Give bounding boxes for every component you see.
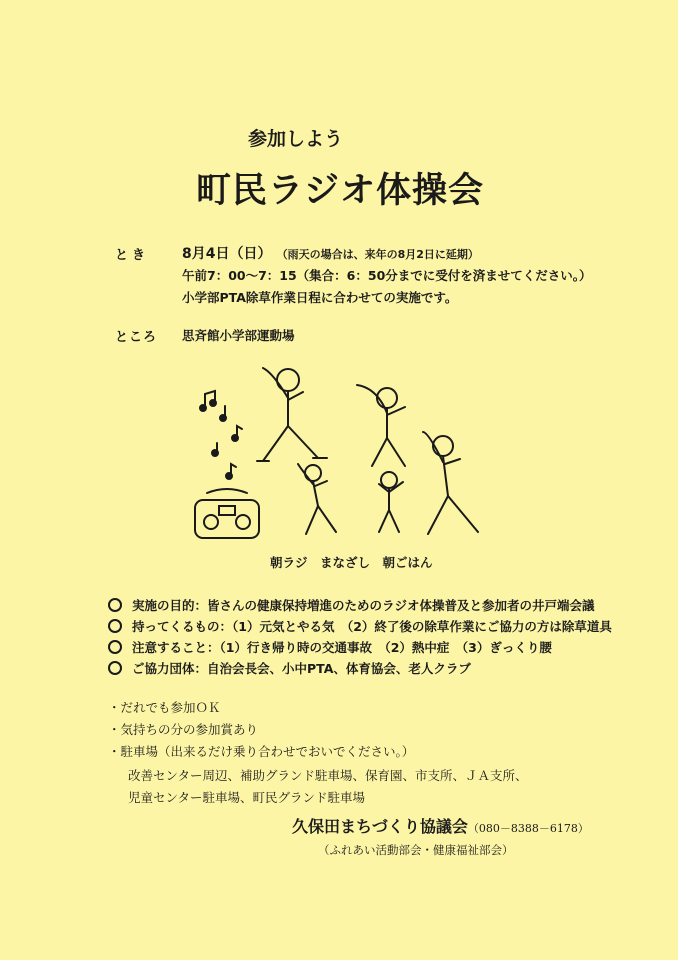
where-place: 思斉館小学部運動場 <box>182 328 295 343</box>
organizer <box>292 814 589 837</box>
where-label: ところ <box>115 330 158 345</box>
when-date: 8月4日（日） <box>182 246 272 262</box>
detail-label: 注意すること： <box>132 640 220 655</box>
circle-bullet-icon <box>108 619 122 633</box>
detail-text: 皆さんの健康保持増進のためのラジオ体操普及と参加者の井戸端会議 <box>207 598 595 613</box>
when-rain-note: （雨天の場合は、来年の8月2日に延期） <box>276 248 479 261</box>
when-time: 午前7：00～7：15（集合：6：50分までに受付を済ませてください。） <box>182 268 592 283</box>
detail-item <box>108 659 471 677</box>
organizer-name: 久保田まちづくり協議会 <box>292 817 468 836</box>
adult-figure-2 <box>357 385 405 466</box>
circle-bullet-icon <box>108 640 122 654</box>
music-notes-icon <box>200 391 242 479</box>
circle-bullet-icon <box>108 598 122 612</box>
note-item: ・気持ちの分の参加賞あり <box>108 722 259 737</box>
exercise-illustration <box>185 358 515 548</box>
note-item: ・駐車場（出来るだけ乗り合わせでおいでください。） <box>108 744 415 759</box>
detail-item <box>108 596 595 614</box>
detail-text: （1）元気とやる気 （2）終了後の除草作業にご協力の方は除草道具 <box>232 619 612 634</box>
page-title: 町民ラジオ体操会 <box>196 171 485 211</box>
detail-label: 実施の目的： <box>132 598 208 613</box>
note-item: ・だれでも参加ＯＫ <box>108 700 221 715</box>
detail-label: 持ってくるもの： <box>132 619 233 634</box>
detail-text: 自治会長会、小中PTA、体育協会、老人クラブ <box>207 661 471 676</box>
detail-item <box>108 617 612 635</box>
parking-line: 改善センター周辺、補助グランド駐車場、保育園、市支所、ＪＡ支所、 <box>128 768 528 783</box>
when-note: 小学部PTA除草作業日程に合わせての実施です。 <box>182 290 458 305</box>
detail-label: ご協力団体： <box>132 661 208 676</box>
organizer-departments: （ふれあい活動部会・健康福祉部会） <box>318 843 514 857</box>
slogan: 朝ラジ まなざし 朝ごはん <box>270 555 433 570</box>
child-figure-1 <box>298 464 336 534</box>
detail-item <box>108 638 552 656</box>
circle-bullet-icon <box>108 661 122 675</box>
organizer-phone: （080－8388－6178） <box>467 822 589 835</box>
child-figure-2 <box>379 472 403 532</box>
when-date-line <box>182 243 479 263</box>
parking-line: 児童センター駐車場、町民グランド駐車場 <box>128 790 366 805</box>
detail-text: （1）行き帰り時の交通事故 （2）熱中症 （3）ぎっくり腰 <box>219 640 552 655</box>
adult-figure-3 <box>423 432 478 534</box>
subtitle: 参加しよう <box>248 128 344 150</box>
radio-cassette-icon <box>195 489 259 538</box>
when-label: とき <box>115 248 150 263</box>
adult-figure-1 <box>257 368 327 461</box>
